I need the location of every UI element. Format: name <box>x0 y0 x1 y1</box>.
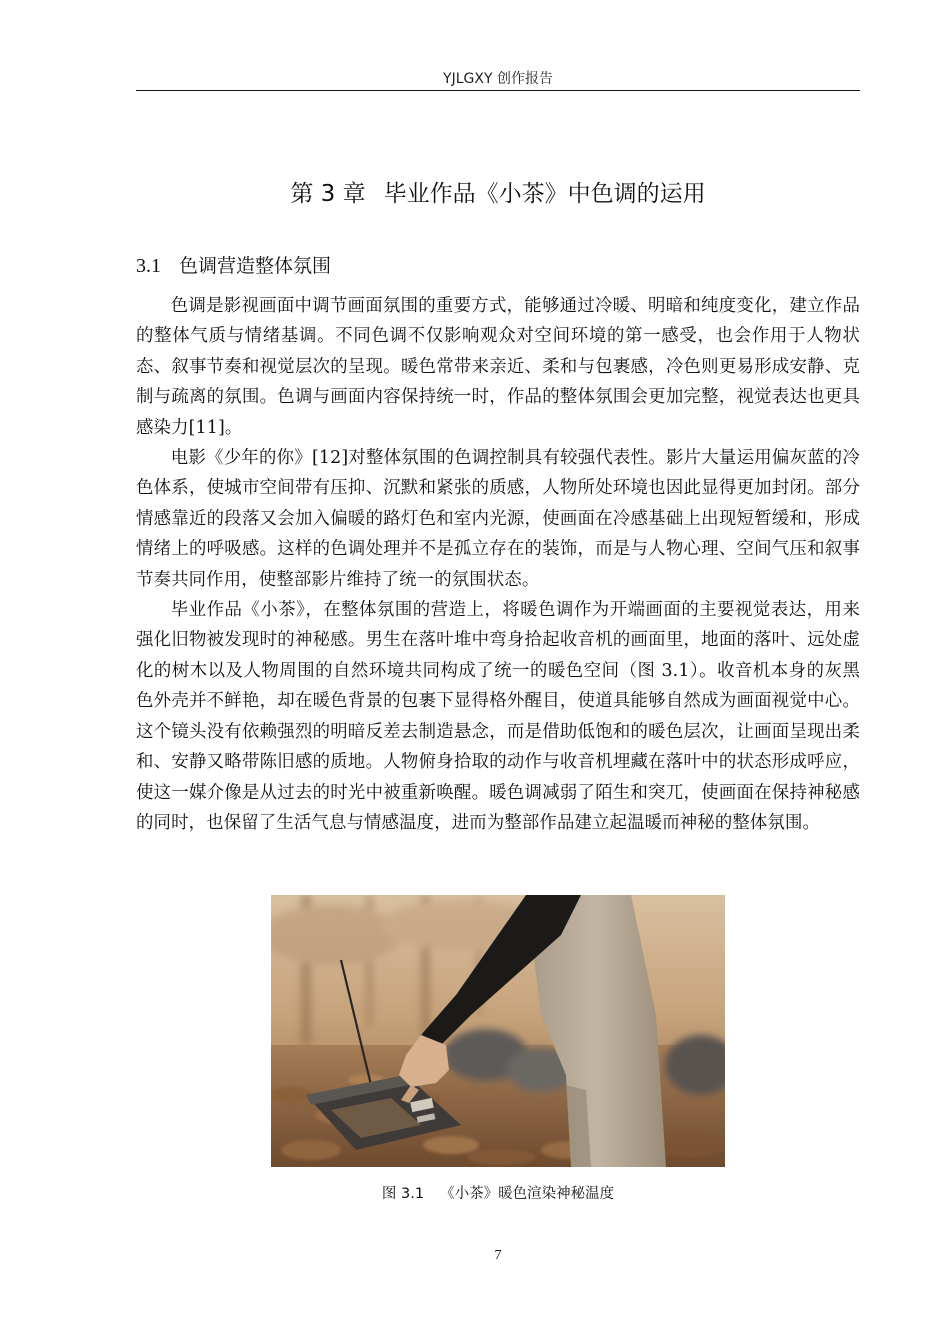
paragraph: 色调是影视画面中调节画面氛围的重要方式，能够通过冷暖、明暗和纯度变化，建立作品的整体气质与情绪基调。不同色调不仅影响观众对空间环境的第一感受，也会作用于人物状态、叙事节奏和视觉层次的呈现。暖色常带来亲近、柔和与包裹感，冷色则更易形成安静、克制与疏离的氛围。色调与画面内容保持统一时，作品的整体氛围会更加完整，视觉表达也更具感染力[11]。 <box>136 296 860 438</box>
page-number: 7 <box>494 1248 502 1263</box>
chapter-title <box>136 178 860 210</box>
section-heading <box>136 252 331 280</box>
figure-photo <box>271 895 725 1167</box>
paragraph: 毕业作品《小茶》，在整体氛围的营造上，将暖色调作为开端画面的主要视觉表达，用来强化旧物被发现时的神秘感。男生在落叶堆中弯身拾起收音机的画面里，地面的落叶、远处虚化的树木以及人物周围的自然环境共同构成了统一的暖色空间（图 3.1）。收音机本身的灰黑色外壳并不鲜艳，却在暖色背景的包裹下显得格外醒目，使道具能够自然成为画面视觉中心。这个镜头没有依赖强烈的明暗反差去制造悬念，而是借助低饱和的暖色层次，让画面呈现出柔和、安静又略带陈旧感的质地。人物俯身拾取的动作与收音机埋藏在落叶中的状态形成呼应，使这一媒介像是从过去的时光中被重新唤醒。暖色调减弱了陌生和突兀，使画面在保持神秘感的同时，也保留了生活气息与情感温度，进而为整部作品建立起温暖而神秘的整体氛围。 <box>136 600 860 833</box>
section-title: 色调营造整体氛围 <box>179 255 332 277</box>
figure-number: 图 3.1 <box>381 1186 425 1202</box>
figure-caption <box>136 1183 860 1205</box>
chapter-title-text: 毕业作品《小茶》中色调的运用 <box>383 181 706 207</box>
chapter-number: 第 3 章 <box>290 181 366 207</box>
body-text <box>136 291 860 838</box>
running-header: YJLGXY 创作报告 <box>443 71 553 87</box>
figure-illustration <box>271 895 725 1167</box>
section-number: 3.1 <box>136 255 161 277</box>
paragraph: 电影《少年的你》[12]对整体氛围的色调控制具有较强代表性。影片大量运用偏灰蓝的冷色体系，使城市空间带有压抑、沉默和紧张的质感，人物所处环境也因此显得更加封闭。部分情感靠近的段落又会加入偏暖的路灯色和室内光源，使画面在冷感基础上出现短暂缓和，形成情绪上的呼吸感。这样的色调处理并不是孤立存在的装饰，而是与人物心理、空间气压和叙事节奏共同作用，使整部影片维持了统一的氛围状态。 <box>136 448 860 590</box>
figure-caption-text: 《小茶》暖色渲染神秘温度 <box>440 1186 615 1202</box>
header-rule <box>136 90 860 91</box>
